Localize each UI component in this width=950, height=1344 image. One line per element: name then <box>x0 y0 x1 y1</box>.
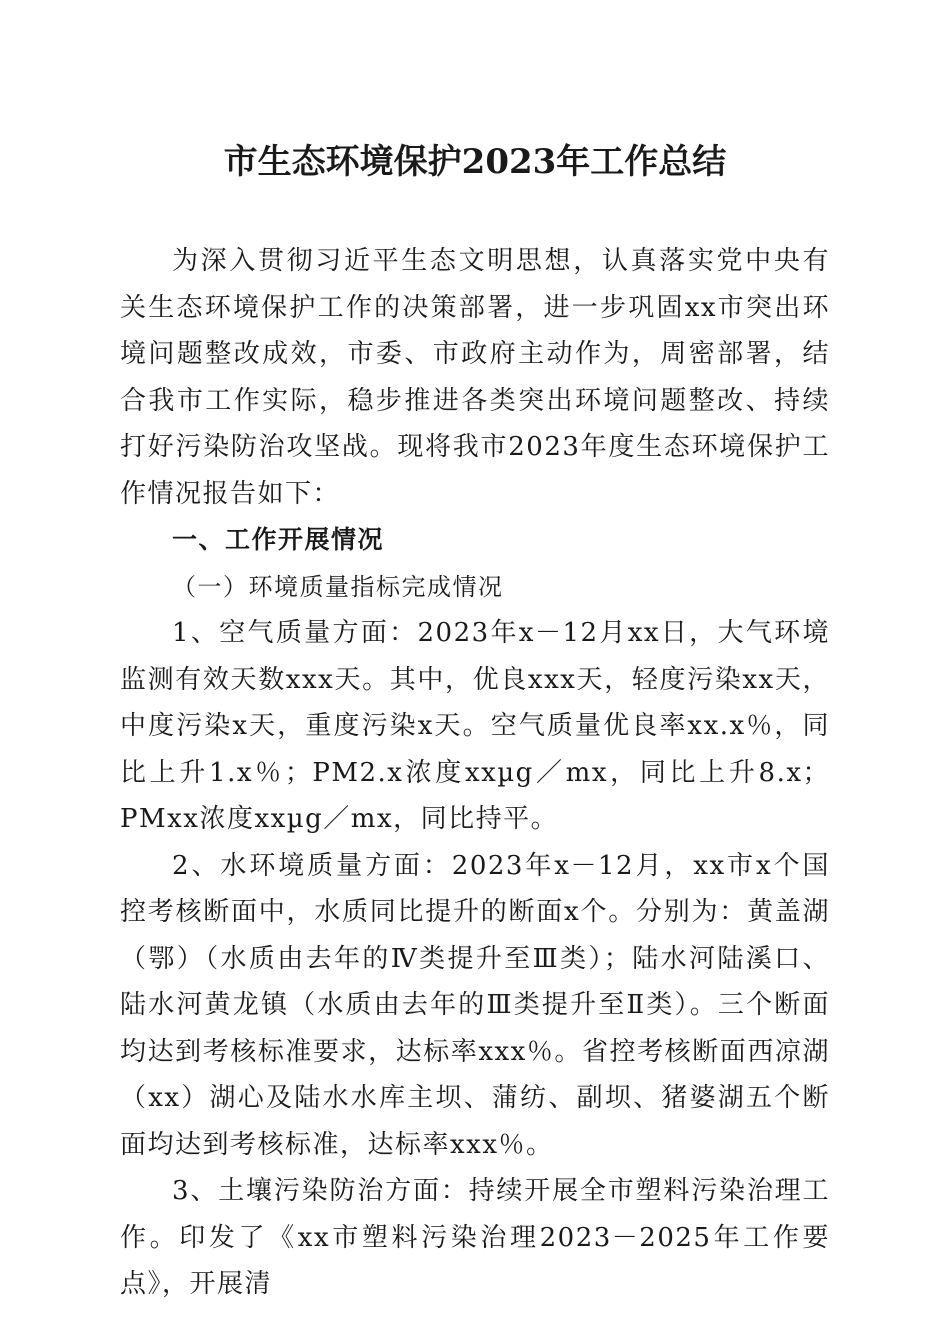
air-quality-paragraph: 1、空气质量方面：2023年x－12月xx日，大气环境监测有效天数xxx天。其中，优良xxx天，轻度污染xx天，中度污染x天，重度污染x天。空气质量优良率xx.x％，同比上升1.x％；PM2.x浓度xxµg／mx，同比上升8.x；PMxx浓度xxµg／mx，同比持平。 <box>120 618 830 834</box>
document-title: 市生态环境保护2023年工作总结 <box>223 142 727 182</box>
water-quality-paragraph: 2、水环境质量方面：2023年x－12月，xx市x个国控考核断面中，水质同比提升的断面x个。分别为：黄盖湖（鄂）（水质由去年的Ⅳ类提升至Ⅲ类）；陆水河陆溪口、陆水河黄龙镇（水质由去年的Ⅲ类提升至Ⅱ类）。三个断面均达到考核标准要求，达标率xxx％。省控考核断面西凉湖（xx）湖心及陆水水库主坝、蒲纺、副坝、猪婆湖五个断面均达到考核标准，达标率xxx％。 <box>120 850 830 1160</box>
intro-paragraph: 为深入贯彻习近平生态文明思想，认真落实党中央有关生态环境保护工作的决策部署，进一步巩固xx市突出环境问题整改成效，市委、市政府主动作为，周密部署，结合我市工作实际，稳步推进各类突出环境问题整改、持续打好污染防治攻坚战。现将我市2023年度生态环境保护工作情况报告如下： <box>120 246 830 509</box>
soil-pollution-paragraph: 3、土壤污染防治方面：持续开展全市塑料污染治理工作。印发了《xx市塑料污染治理2023－2025年工作要点》，开展清 <box>120 1176 830 1299</box>
subsection-heading: （一）环境质量指标完成情况 <box>172 572 504 601</box>
section-heading: 一、工作开展情况 <box>172 525 385 554</box>
document-body <box>120 238 830 1308</box>
